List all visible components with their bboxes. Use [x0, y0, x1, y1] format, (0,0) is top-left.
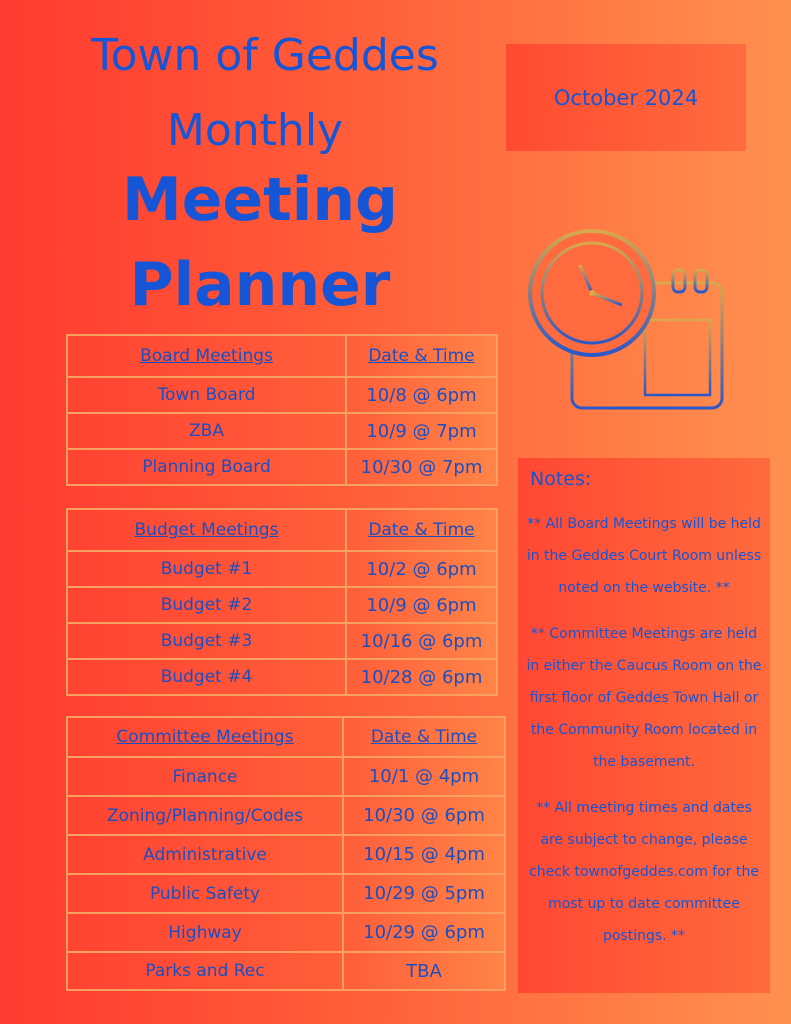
- meeting-date: TBA: [342, 953, 504, 989]
- meeting-name: Administrative: [68, 836, 342, 875]
- meeting-name: Town Board: [68, 378, 345, 414]
- meeting-name: Finance: [68, 758, 342, 797]
- meeting-date: 10/9 @ 7pm: [345, 414, 496, 450]
- month-label: October 2024: [506, 44, 746, 151]
- meeting-date: 10/9 @ 6pm: [345, 588, 496, 624]
- meeting-name: Budget #2: [68, 588, 345, 624]
- table-row: [68, 378, 496, 414]
- board-meetings-table: [66, 334, 498, 486]
- meeting-date: 10/2 @ 6pm: [345, 552, 496, 588]
- meeting-date: 10/29 @ 5pm: [342, 875, 504, 914]
- note-item: ** All Board Meetings will be held in the Geddes Court Room unless noted on the website. **: [526, 516, 762, 596]
- committee-meetings-table: [66, 716, 506, 991]
- note-item: ** Committee Meetings are held in either the Caucus Room on the first floor of Geddes Town Hall or the Community Room located in the basement.: [526, 626, 762, 770]
- title-line-4: Planner: [129, 250, 391, 320]
- committee-header: Committee Meetings: [68, 718, 342, 758]
- meeting-name: Budget #4: [68, 660, 345, 694]
- board-header: Board Meetings: [68, 336, 345, 378]
- meeting-date: 10/30 @ 6pm: [342, 797, 504, 836]
- note-item: ** All meeting times and dates are subject to change, please check townofgeddes.com for the most up to date committee postings. **: [529, 800, 759, 944]
- table-row: [68, 836, 504, 875]
- budget-meetings-table: [66, 508, 498, 696]
- meeting-date: 10/28 @ 6pm: [345, 660, 496, 694]
- committee-date-header: Date & Time: [342, 718, 504, 758]
- meeting-name: Parks and Rec: [68, 953, 342, 989]
- table-row: [68, 450, 496, 484]
- table-row: [68, 588, 496, 624]
- table-row: [68, 875, 504, 914]
- meeting-date: 10/16 @ 6pm: [345, 624, 496, 660]
- notes-panel: [518, 458, 770, 993]
- meeting-name: Budget #1: [68, 552, 345, 588]
- table-row: [68, 914, 504, 953]
- meeting-date: 10/15 @ 4pm: [342, 836, 504, 875]
- calendar-clock-icon: [525, 225, 730, 415]
- meeting-name: Planning Board: [68, 450, 345, 484]
- budget-date-header: Date & Time: [345, 510, 496, 552]
- table-row: [68, 660, 496, 694]
- table-header-row: [68, 718, 504, 758]
- budget-header: Budget Meetings: [68, 510, 345, 552]
- title-line-2: Monthly: [166, 105, 344, 156]
- meeting-name: Highway: [68, 914, 342, 953]
- title-line-1: Town of Geddes: [91, 30, 439, 81]
- table-row: [68, 797, 504, 836]
- notes-title: Notes:: [530, 468, 592, 490]
- board-date-header: Date & Time: [345, 336, 496, 378]
- table-row: [68, 758, 504, 797]
- meeting-date: 10/29 @ 6pm: [342, 914, 504, 953]
- meeting-date: 10/30 @ 7pm: [345, 450, 496, 484]
- meeting-date: 10/8 @ 6pm: [345, 378, 496, 414]
- table-row: [68, 624, 496, 660]
- meeting-name: ZBA: [68, 414, 345, 450]
- title-line-3: Meeting: [121, 165, 398, 235]
- table-header-row: [68, 336, 496, 378]
- meeting-date: 10/1 @ 4pm: [342, 758, 504, 797]
- table-row: [68, 552, 496, 588]
- meeting-name: Budget #3: [68, 624, 345, 660]
- table-row: [68, 414, 496, 450]
- meeting-name: Public Safety: [68, 875, 342, 914]
- table-row: [68, 953, 504, 989]
- meeting-name: Zoning/Planning/Codes: [68, 797, 342, 836]
- table-header-row: [68, 510, 496, 552]
